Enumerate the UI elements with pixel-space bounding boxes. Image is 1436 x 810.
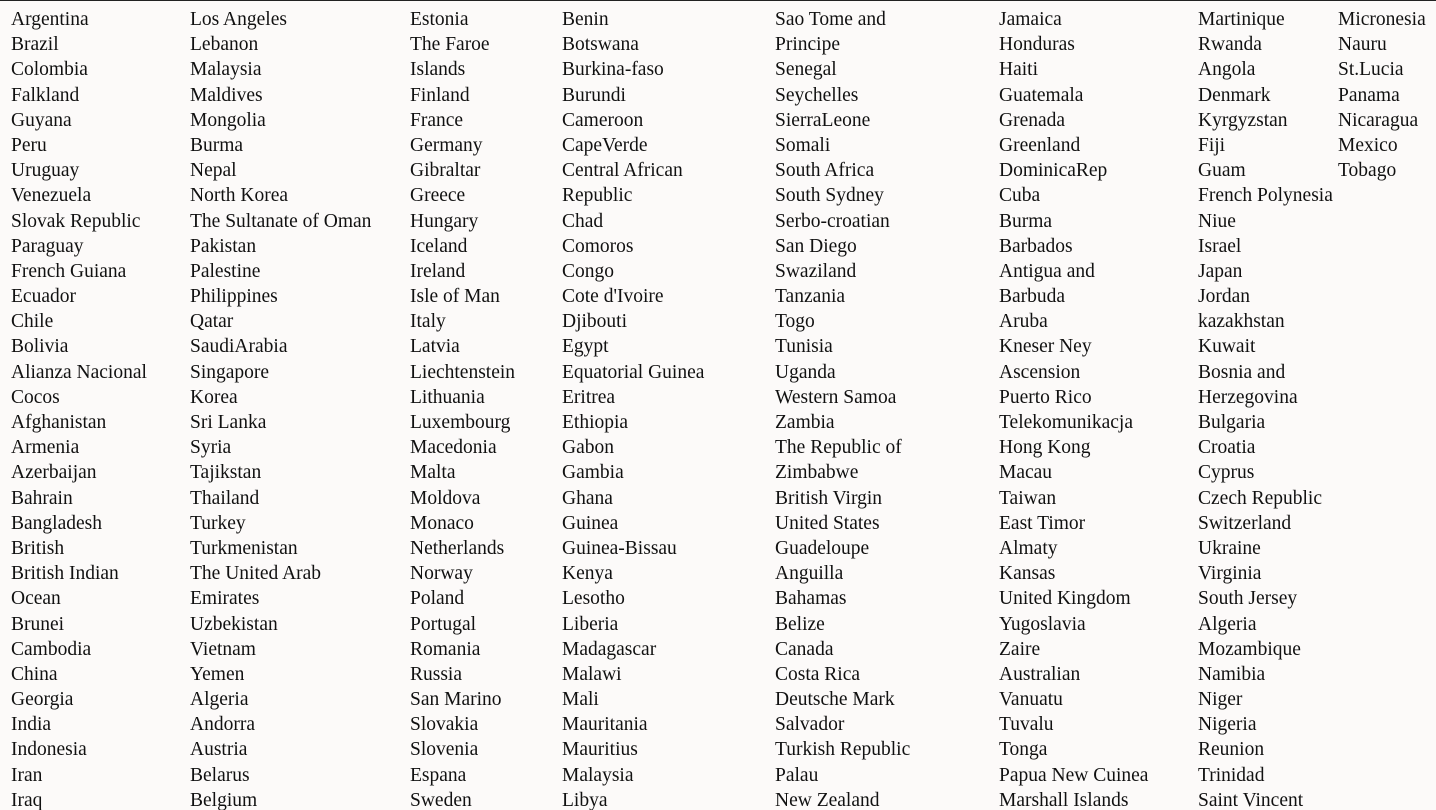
list-item: Yemen xyxy=(190,663,245,685)
list-item: Tajikstan xyxy=(190,462,262,484)
list-item: Jamaica xyxy=(999,9,1062,30)
list-item: Greenland xyxy=(999,134,1081,156)
list-item: San Marino xyxy=(410,689,502,711)
list-item: Namibia xyxy=(1198,663,1266,685)
list-item: Rwanda xyxy=(1198,34,1262,56)
list-item: Iran xyxy=(11,764,43,786)
list-item: Herzegovina xyxy=(1198,386,1298,408)
list-item: Germany xyxy=(410,134,483,156)
list-item: Ireland xyxy=(410,260,466,282)
list-item: Principe xyxy=(775,34,840,56)
list-item: Korea xyxy=(190,386,238,408)
list-item: Iraq xyxy=(11,789,43,810)
list-item: SaudiArabia xyxy=(190,336,288,358)
list-item: Palestine xyxy=(190,260,261,282)
list-item: Hong Kong xyxy=(999,437,1091,459)
list-item: Bosnia and xyxy=(1198,361,1286,383)
list-item: Philippines xyxy=(190,286,278,308)
list-item: Zambia xyxy=(775,412,835,433)
list-item: Zimbabwe xyxy=(775,462,859,484)
list-item: Iceland xyxy=(410,235,468,257)
list-item: Monaco xyxy=(410,512,474,534)
list-item: Venezuela xyxy=(11,185,92,207)
list-item: Ghana xyxy=(562,487,613,509)
list-item: Uzbekistan xyxy=(190,613,278,635)
list-item: Paraguay xyxy=(11,235,84,257)
list-item: Botswana xyxy=(562,34,639,56)
list-item: Kenya xyxy=(562,563,613,585)
list-item: Guinea xyxy=(562,512,619,534)
list-item: Turkmenistan xyxy=(190,537,298,559)
list-item: Anguilla xyxy=(775,563,844,585)
list-item: Gabon xyxy=(562,437,614,459)
list-item: Syria xyxy=(190,437,232,459)
list-item: India xyxy=(11,714,52,736)
list-item: Argentina xyxy=(11,9,89,30)
country-column-2 xyxy=(190,7,371,810)
list-item: Bahrain xyxy=(11,487,73,509)
list-item: New Zealand xyxy=(775,789,880,810)
list-item: Gibraltar xyxy=(410,160,481,182)
list-item: Telekomunikacja xyxy=(999,412,1133,433)
list-item: Algeria xyxy=(190,689,249,711)
list-item: Colombia xyxy=(11,59,88,81)
list-item: Cuba xyxy=(999,185,1041,207)
list-item: Martinique xyxy=(1198,9,1285,30)
list-item: Serbo-croatian xyxy=(775,210,890,232)
list-item: Islands xyxy=(410,59,466,81)
list-item: Israel xyxy=(1198,235,1242,257)
list-item: Lithuania xyxy=(410,386,485,408)
list-item: Macau xyxy=(999,462,1053,484)
list-item: Netherlands xyxy=(410,537,505,559)
list-item: Russia xyxy=(410,663,463,685)
country-column-5 xyxy=(775,7,910,810)
list-item: Turkey xyxy=(190,512,246,534)
list-item: Lebanon xyxy=(190,34,259,56)
list-item: Liberia xyxy=(562,613,619,635)
list-item: Ukraine xyxy=(1198,537,1261,559)
list-item: Los Angeles xyxy=(190,9,287,30)
list-item: Uganda xyxy=(775,361,836,383)
list-item: Liechtenstein xyxy=(410,361,516,383)
list-item: Aruba xyxy=(999,311,1048,333)
list-item: Espana xyxy=(410,764,467,786)
list-item: kazakhstan xyxy=(1198,311,1285,333)
list-item: Guatemala xyxy=(999,84,1084,106)
list-item: British Indian xyxy=(11,563,119,585)
country-column-1 xyxy=(11,7,147,810)
list-item: Luxembourg xyxy=(410,412,511,433)
list-item: Western Samoa xyxy=(775,386,897,408)
list-item: French Guiana xyxy=(11,260,127,282)
list-item: Malaysia xyxy=(190,59,262,81)
list-item: Swaziland xyxy=(775,260,857,282)
list-item: Grenada xyxy=(999,109,1066,131)
list-item: Guadeloupe xyxy=(775,537,870,559)
list-item: The Faroe xyxy=(410,34,490,56)
list-item: Tobago xyxy=(1338,160,1397,182)
list-item: Panama xyxy=(1338,84,1400,106)
list-item: Brunei xyxy=(11,613,65,635)
list-item: Ocean xyxy=(11,588,61,610)
country-column-8 xyxy=(1338,7,1426,183)
list-item: Tunisia xyxy=(775,336,833,358)
list-item: Almaty xyxy=(999,537,1058,559)
list-item: Costa Rica xyxy=(775,663,861,685)
list-item: Italy xyxy=(410,311,446,333)
list-item: French Polynesia xyxy=(1198,185,1333,207)
list-item: Kyrgyzstan xyxy=(1198,109,1288,131)
list-item: Barbados xyxy=(999,235,1073,257)
list-item: Papua New Cuinea xyxy=(999,764,1149,786)
list-item: Haiti xyxy=(999,59,1038,81)
list-item: Reunion xyxy=(1198,739,1265,761)
list-item: St.Lucia xyxy=(1338,59,1404,81)
list-item: Guam xyxy=(1198,160,1246,182)
list-item: Latvia xyxy=(410,336,460,358)
list-item: Ecuador xyxy=(11,286,76,308)
list-item: Benin xyxy=(562,9,609,30)
list-item: Burkina-faso xyxy=(562,59,664,81)
list-item: Salvador xyxy=(775,714,845,736)
list-item: Djibouti xyxy=(562,311,628,333)
list-item: Bangladesh xyxy=(11,512,102,534)
list-item: Hungary xyxy=(410,210,479,232)
list-item: DominicaRep xyxy=(999,160,1108,182)
list-item: South Sydney xyxy=(775,185,884,207)
list-item: Micronesia xyxy=(1338,9,1426,30)
list-item: Nepal xyxy=(190,160,237,182)
list-item: Republic xyxy=(562,185,633,207)
list-item: Equatorial Guinea xyxy=(562,361,705,383)
list-item: Uruguay xyxy=(11,160,80,182)
list-item: Kuwait xyxy=(1198,336,1256,358)
list-item: Tuvalu xyxy=(999,714,1054,736)
list-item: Qatar xyxy=(190,311,234,333)
list-item: Belgium xyxy=(190,789,258,810)
list-item: Guyana xyxy=(11,109,72,131)
list-item: Taiwan xyxy=(999,487,1057,509)
list-item: Congo xyxy=(562,260,615,282)
list-item: Kansas xyxy=(999,563,1056,585)
list-item: Thailand xyxy=(190,487,260,509)
list-item: Singapore xyxy=(190,361,270,383)
country-column-7 xyxy=(1198,7,1333,810)
list-item: Bolivia xyxy=(11,336,69,358)
list-item: Vanuatu xyxy=(999,689,1063,711)
list-item: Virginia xyxy=(1198,563,1262,585)
list-item: Seychelles xyxy=(775,84,859,106)
list-item: Algeria xyxy=(1198,613,1257,635)
list-item: East Timor xyxy=(999,512,1086,534)
list-item: Slovakia xyxy=(410,714,479,736)
list-item: Australian xyxy=(999,663,1081,685)
list-item: Armenia xyxy=(11,437,80,459)
country-column-3 xyxy=(410,7,515,810)
list-item: Deutsche Mark xyxy=(775,689,895,711)
list-item: Mongolia xyxy=(190,109,266,131)
list-item: Zaire xyxy=(999,638,1041,660)
list-item: Eritrea xyxy=(562,386,616,408)
list-item: Tonga xyxy=(999,739,1048,761)
list-item: China xyxy=(11,663,58,685)
list-item: Czech Republic xyxy=(1198,487,1322,509)
list-item: Bahamas xyxy=(775,588,847,610)
list-item: Ascension xyxy=(999,361,1081,383)
list-item: Turkish Republic xyxy=(775,739,911,761)
list-item: Mauritius xyxy=(562,739,638,761)
list-item: Maldives xyxy=(190,84,263,106)
list-item: Trinidad xyxy=(1198,764,1265,786)
list-item: Emirates xyxy=(190,588,260,610)
list-item: Nicaragua xyxy=(1338,109,1419,131)
list-item: The Republic of xyxy=(775,437,902,459)
list-item: Chile xyxy=(11,311,54,333)
list-item: Greece xyxy=(410,185,466,207)
list-item: Chad xyxy=(562,210,604,232)
top-border-line xyxy=(0,0,1436,1)
list-item: Ethiopia xyxy=(562,412,629,433)
list-item: Isle of Man xyxy=(410,286,500,308)
list-item: Croatia xyxy=(1198,437,1256,459)
list-item: Mozambique xyxy=(1198,638,1301,660)
list-item: Lesotho xyxy=(562,588,625,610)
country-column-4 xyxy=(562,7,704,810)
list-item: Somali xyxy=(775,134,831,156)
list-item: Marshall Islands xyxy=(999,789,1129,810)
list-item: Malawi xyxy=(562,663,622,685)
list-item: Japan xyxy=(1198,260,1243,282)
list-item: Poland xyxy=(410,588,465,610)
list-item: Georgia xyxy=(11,689,74,711)
list-item: Austria xyxy=(190,739,248,761)
list-item: Mexico xyxy=(1338,134,1398,156)
list-item: Libya xyxy=(562,789,608,810)
list-item: South Jersey xyxy=(1198,588,1298,610)
list-item: Malaysia xyxy=(562,764,634,786)
list-item: Bulgaria xyxy=(1198,412,1266,433)
list-item: Gambia xyxy=(562,462,624,484)
list-item: The United Arab xyxy=(190,563,322,585)
list-item: Guinea-Bissau xyxy=(562,537,677,559)
list-item: Madagascar xyxy=(562,638,657,660)
list-item: Niger xyxy=(1198,689,1243,711)
list-item: Malta xyxy=(410,462,456,484)
list-item: United Kingdom xyxy=(999,588,1131,610)
list-item: Honduras xyxy=(999,34,1075,56)
list-item: Cocos xyxy=(11,386,60,408)
list-item: Mali xyxy=(562,689,599,711)
list-item: Puerto Rico xyxy=(999,386,1092,408)
list-item: Romania xyxy=(410,638,481,660)
list-item: Nauru xyxy=(1338,34,1387,56)
list-item: Niue xyxy=(1198,210,1236,232)
list-item: Vietnam xyxy=(190,638,256,660)
list-item: Azerbaijan xyxy=(11,462,97,484)
list-item: Antigua and xyxy=(999,260,1095,282)
list-item: Senegal xyxy=(775,59,837,81)
list-item: SierraLeone xyxy=(775,109,871,131)
list-item: Jordan xyxy=(1198,286,1250,308)
list-item: Denmark xyxy=(1198,84,1271,106)
list-item: Cyprus xyxy=(1198,462,1255,484)
list-item: Angola xyxy=(1198,59,1256,81)
list-item: British xyxy=(11,537,65,559)
list-item: Belize xyxy=(775,613,825,635)
list-item: Comoros xyxy=(562,235,634,257)
list-item: Macedonia xyxy=(410,437,497,459)
list-item: Palau xyxy=(775,764,819,786)
list-item: The Sultanate of Oman xyxy=(190,210,372,232)
list-item: San Diego xyxy=(775,235,857,257)
list-item: South Africa xyxy=(775,160,875,182)
list-item: United States xyxy=(775,512,880,534)
list-item: Canada xyxy=(775,638,834,660)
list-item: British Virgin xyxy=(775,487,883,509)
list-item: Portugal xyxy=(410,613,477,635)
list-item: Egypt xyxy=(562,336,609,358)
list-item: Peru xyxy=(11,134,47,156)
list-item: North Korea xyxy=(190,185,289,207)
list-item: Togo xyxy=(775,311,815,333)
list-item: France xyxy=(410,109,464,131)
list-item: Switzerland xyxy=(1198,512,1292,534)
list-item: Slovak Republic xyxy=(11,210,141,232)
list-item: CapeVerde xyxy=(562,134,648,156)
list-item: Kneser Ney xyxy=(999,336,1092,358)
list-item: Central African xyxy=(562,160,683,182)
list-item: Sao Tome and xyxy=(775,9,886,30)
list-item: Afghanistan xyxy=(11,412,107,433)
list-item: Sri Lanka xyxy=(190,412,267,433)
list-item: Burma xyxy=(190,134,244,156)
list-item: Andorra xyxy=(190,714,255,736)
list-item: Pakistan xyxy=(190,235,257,257)
list-item: Cambodia xyxy=(11,638,92,660)
list-item: Saint Vincent xyxy=(1198,789,1304,810)
list-item: Sweden xyxy=(410,789,472,810)
list-item: Brazil xyxy=(11,34,59,56)
list-item: Cameroon xyxy=(562,109,644,131)
list-item: Norway xyxy=(410,563,473,585)
list-item: Yugoslavia xyxy=(999,613,1086,635)
list-item: Moldova xyxy=(410,487,481,509)
list-item: Burundi xyxy=(562,84,626,106)
list-item: Indonesia xyxy=(11,739,87,761)
list-item: Alianza Nacional xyxy=(11,361,147,383)
list-item: Cote d'Ivoire xyxy=(562,286,664,308)
list-item: Barbuda xyxy=(999,286,1066,308)
list-item: Mauritania xyxy=(562,714,648,736)
list-item: Burma xyxy=(999,210,1053,232)
list-item: Belarus xyxy=(190,764,250,786)
list-item: Estonia xyxy=(410,9,469,30)
list-item: Finland xyxy=(410,84,470,106)
list-item: Fiji xyxy=(1198,134,1226,156)
list-item: Tanzania xyxy=(775,286,846,308)
list-item: Slovenia xyxy=(410,739,479,761)
list-item: Nigeria xyxy=(1198,714,1257,736)
country-column-6 xyxy=(999,7,1148,810)
list-item: Falkland xyxy=(11,84,80,106)
